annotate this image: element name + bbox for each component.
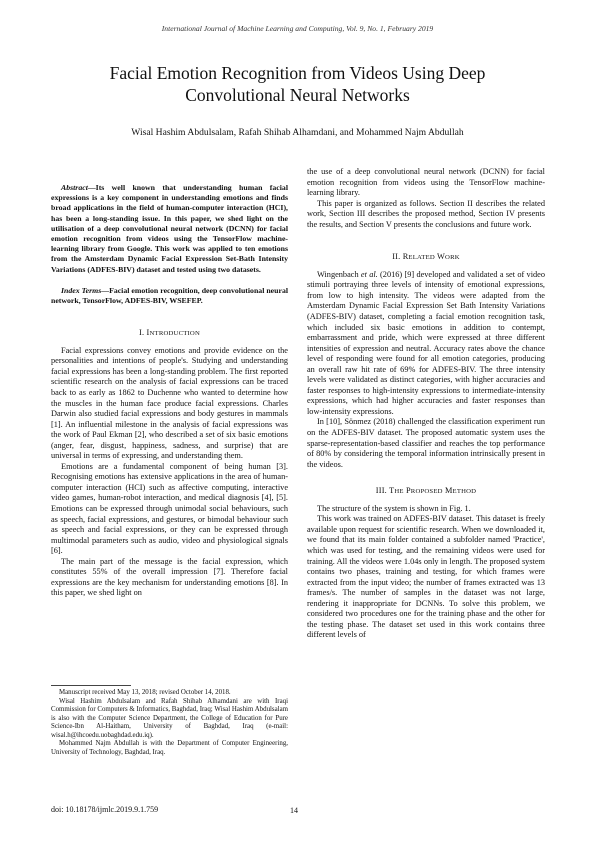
proposed-method-paragraph-2: This work was trained on ADFES-BIV dataset. This dataset is freely available upon request for scientific research. When we downloaded it, we found that its main folder contained a subfolder named 'Practice', which was used for testing, and the remaining videos were used for training. All the videos were 1.04s only in length. The proposed system contains two phases, training and testing, for which frames were extracted from the input video; the number of frames extracted was 13 frames/s. The number of samples in the dataset was not large, rendering it inappropriate for DCNNs. To solve this problem, we considered two procedures one for the training phase and the other for the testing phase. The dataset set used in this work contains three different levels of [307,514,545,640]
index-terms-text: —Facial emotion recognition, deep convolutional neural network, TensorFlow, ADFES-BIV, WSEFEP. [51,285,289,306]
title-line-2: Convolutional Neural Networks [185,85,410,105]
footnote-manuscript: Manuscript received May 13, 2018; revised October 14, 2018. [59,689,231,696]
footnote-authors-2: Mohammed Najm Abdullah is with the Department of Computer Engineering, University of Technology, Baghdad, Iraq. [51,740,288,756]
section-heading-proposed-method: III. THE PROPOSED METHOD [375,486,477,496]
title-line-1: Facial Emotion Recognition from Videos Using Deep [109,63,486,83]
journal-header: International Journal of Machine Learning and Computing, Vol. 9, No. 1, February 2019 [161,24,434,33]
abstract [51,183,288,275]
right-column [307,167,545,641]
section-heading-introduction: I. INTRODUCTION [139,328,200,338]
index-terms [51,286,288,306]
footer-doi: doi: 10.18178/ijmlc.2019.9.1.759 [51,805,159,814]
footnote-authors-1: Wisal Hashim Abdulsalam and Rafah Shihab Alhamdani are with Iraqi Commission for Computers & Informatics, Baghdad, Iraq; Wisal Hashim Abdulsalam is also with the Computer Science Department, the College of Education for Pure Science-Ibn Al-Haitham, University of Baghdad, Iraq (e-mail: wisal.h@ihcoedu.uobaghdad.edu.iq). [51,697,288,739]
index-terms-label: Index Terms [61,285,102,295]
related-work-paragraph-2: In [10], Sönmez (2018) challenged the classification experiment run on the ADFES-BIV dataset. The proposed automatic system uses the sparse-representation-based classifier and reaches the top performance of 80% by considering the temporal information intrinsically present in the videos. [307,417,545,469]
footnote-divider [51,685,131,686]
footnotes [51,689,288,757]
paper-title [50,62,545,106]
paper-organization: This paper is organized as follows. Section II describes the related work, Section III describes the proposed method, Section IV presents the results, and Section V presents the conclusions and future work. [307,198,545,229]
intro-paragraph-2: Emotions are a fundamental component of being human [3]. Recognising emotions has extensive applications in the area of human-computer interaction (HCI) such as affective computing, interactive video games, human-robot interaction, and medical diagnosis [4], [5]. Emotions can be expressed through unimodal social behaviours, such as speech, facial expressions, and gestures, or bimodal behaviour such as speech and facial expressions, or they can be expressed through multimodal parameters such as audio, video and physiological signals [6]. [51,461,288,556]
proposed-method-paragraph-1: The structure of the system is shown in Fig. 1. [317,503,471,513]
page-number: 14 [290,806,298,815]
section-heading-related-work: II. RELATED WORK [392,252,460,262]
abstract-text: —Its well known that understanding human facial expressions is a key component in understanding emotions and finds broad applications in the field of human-computer interaction (HCI), has been a long-standing issue. In this paper, we shed light on the utilisation of a deep convolutional neural network (DCNN) for facial emotion recognition from videos using the TensorFlow machine-learning library from Google. This work was applied to ten emotions from the Amsterdam Dynamic Facial Expression Set-Bath Intensity Variations (ADFES-BIV) dataset and tested using two datasets. [51,183,288,274]
intro-paragraph-1: Facial expressions convey emotions and provide evidence on the personalities and intentions of people's. Studying and understanding facial expressions has been a long-standing problem. The first reported scientific research on the analysis of facial expressions can be traced back to as early as 1862 to Duchenne who wanted to determine how the muscles in the human face produce facial expressions. Charles Darwin also studied facial expressions and body gestures in mammals [1]. An influential milestone in the analysis of facial expressions was the work of Paul Ekman [2], who described a set of six basic emotions (anger, fear, disgust, happiness, sadness, and surprise) that are universal in terms of expressing, and understanding them. [51,345,288,461]
intro-continued: the use of a deep convolutional neural network (DCNN) for facial emotion recognition from videos using the TensorFlow machine- learning library. [307,167,545,198]
author-list: Wisal Hashim Abdulsalam, Rafah Shihab Alhamdani, and Mohammed Najm Abdullah [131,127,464,138]
related-work-paragraph-1: Wingenbach et al. (2016) [9] developed and validated a set of video stimuli portraying three levels of intensity of emotional expressions, from low to high intensity. The videos were adapted from the Amsterdam Dynamic Facial Expression Set Bath Intensity Variations (ADFES-BIV) dataset, completing a facial emotion recognition task, which included six basic emotions in addition to contempt, embarrassment and pride, which were expressed at three different intensities of expression and neutral. Accuracy rates above the chance level of responding were found for all emotion categories, producing an overall raw hit rate of 69% for ADFES-BIV. The three intensity levels were validated as distinct categories, with higher accuracies and faster responses to high-intensity expressions to intermediate-intensity expressions, which had higher accuracies and faster responses than low-intensity expressions. [307,269,545,416]
abstract-label: Abstract [61,183,88,192]
intro-paragraph-3: The main part of the message is the facial expression, which constitutes 55% of the overall impression [7]. Therefore facial expressions are the key mechanism for understanding emotions [8]. In this paper, we shed light on [51,556,288,598]
left-column [51,183,288,599]
